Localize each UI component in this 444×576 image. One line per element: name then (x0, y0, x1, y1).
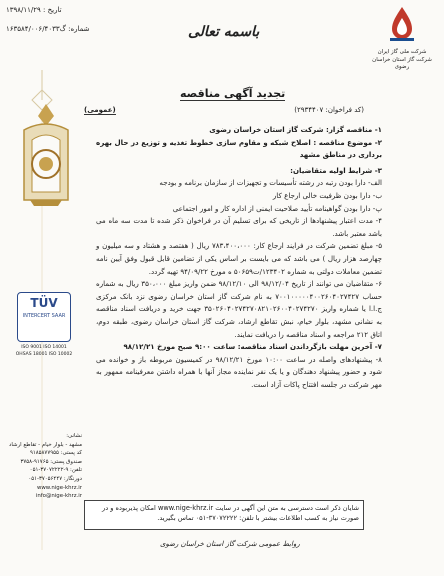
page-title: تجدید آگهی مناقصه (180, 87, 286, 100)
motto: باسمه تعالی (188, 24, 260, 40)
number-label: شماره: گ۱۶۳۵۸۴/۰۰۶/۴۰۳۳ (6, 25, 90, 33)
gas-company-logo-icon (382, 4, 422, 44)
item-pe: پ- دارا بودن گواهینامه تأیید صلاحیت ایمنی از اداره کار و امور اجتماعی (172, 203, 382, 213)
item-3: ۳- شرایط اولیه متقاضیان: (290, 165, 382, 175)
contact-line: نشانی: (66, 433, 82, 439)
contact-line: تلفن: ۹-۳۷۰۷۲۲۲۲-۰۵۱ (29, 467, 82, 474)
item-5: ۵- مبلغ تضمین شرکت در فرایند ارجاع کار: ۷۸۳،۴۰۰،۰۰۰ ریال ( هفتصد و هشتاد و سه میلیون و چهارصد هزار ریال ) می باشد که می بایست بر اساس یکی از تضامین قابل قبول وفق آیین نامه تضمین معاملات دولتی به شماره ۱۲۳۴۰۲/ت۵۰۶۵۹ ه مورخ ۹۴/۰۹/۲۲ تهیه گردد. (96, 241, 382, 276)
tuv-certs: ISO 9001 ISO 14001 OHSAS 18001 ISO 10002 (15, 345, 73, 357)
imam-reza-emblem (10, 100, 82, 210)
shrine-emblem-icon (10, 100, 82, 210)
item-7: ۷- آخرین مهلت بازگرداندن اسناد مناقصه: ساعت ۹:۰۰ صبح مورخ ۹۸/۱۲/۲۱ (123, 342, 382, 352)
tuv-badge (17, 292, 71, 342)
company-subname: شرکت گاز استان خراسان رضوی (372, 57, 432, 70)
contact-block (6, 432, 82, 501)
item-alef: الف- دارا بودن رتبه در رشته تأسیسات و تجهیزات از سازمان برنامه و بودجه (159, 178, 382, 188)
date-label: تاریخ : ۱۳۹۸/۱۱/۲۹ (6, 6, 62, 14)
item-1: ۱- مناقصه گزار: شرکت گاز استان خراسان رضوی (209, 125, 382, 134)
item-2: ۲- موضوع مناقصه : اصلاح شبکه و مقاوم سازی خطوط تغذیه و توزیع در حال بهره برداری در مناطق مشهد (96, 137, 382, 160)
tuv-brand: TÜV (30, 296, 58, 310)
website-link[interactable]: www.nige-khrz.ir (36, 484, 82, 491)
letter-meta (6, 4, 126, 36)
contact-line: صندوق پستی: ۹۱۷۶۵-۳۷۵۸ (20, 458, 82, 465)
contact-line: دورنگار: ۳۷۰۵۶۴۴۷-۰۵۱ (28, 475, 82, 482)
company-name: شرکت ملی گاز ایران (377, 49, 427, 55)
tender-subtitle (84, 106, 364, 115)
tender-type: (عمومی) (84, 106, 116, 114)
tuv-sub: INTERCERT SAAR (22, 313, 66, 319)
footer-signature: روابط عمومی شرکت گاز استان خراسان رضوی (160, 540, 300, 548)
email-link[interactable]: info@nige-khrz.ir (35, 493, 82, 500)
item-8: ۸- پیشنهادهای واصله در ساعت ۱۰:۰۰ مورخ ۹۸/۱۲/۲۱ در کمیسیون مربوطه باز و خوانده می شود و حضور پیشنهاد دهندگان و یا یک نفر نماینده مجاز آنها با همراه داشتن معرفینامه ممهور به مهر شرکت در جلسه افتتاح پاکات آزاد است. (96, 354, 382, 389)
tuv-certification (14, 292, 74, 358)
contact-line: مشهد - بلوار خیام - تقاطع ارشاد (9, 441, 82, 448)
contact-line: کد پستی: ۹۱۸۵۸۷۷۹۵۵ (29, 450, 82, 457)
tender-code: (کد فراخوان: ۲۹۳۴۴۰۷) (294, 106, 364, 114)
website-notice: شایان ذکر است دسترسی به متن این آگهی در سایت www.nige-khrz.ir امکان پذیربوده و در صورت نیاز به کسب اطلاعات بیشتر با تلفن: ۳۷۰۷۲۲۲۲-۰۵۱ تماس بگیرید. (84, 500, 364, 530)
item-4: ۴- مدت اعتبار پیشنهادها از تاریخی که برای تسلیم آن در فراخوان ذکر شده تا مدت سه ماه می باشد معتبر باشد. (96, 216, 382, 238)
item-6: ۶- متقاضیان می توانند از تاریخ ۹۸/۱۲/۰۴ الی ۹۸/۱۲/۱۰ ضمن واریز مبلغ ۳۵۰،۰۰۰ ریال به شماره حساب ۷۰۰۱۰۰۰۰۰۴۰۰۲۶۰۴۰۲۷۴۲۷ به نام شرکت گاز استان خراسان رضوی نزد بانک مرکزی ج.ا.ا یا شماره واریز ۳۵۰۲۶۰۴۰۲۷۴۲۷۰۸۲۱۰۲۶۰۰۴۰۲۷۴۲۷۰ جهت خرید و دریافت اسناد مناقصه به نشانی مشهد، بلوار خیام، نبش تقاطع ارشاد، شرکت گاز استان خراسان رضوی، طبقه دوم، اتاق ۲۱۲ مراجعه و اسناد مناقصه را دریافت نمایند. (96, 279, 382, 339)
company-logo (370, 4, 434, 71)
item-be: ب- دارا بودن ظرفیت خالی ارجاع کار (272, 190, 382, 200)
tender-body (96, 124, 382, 391)
